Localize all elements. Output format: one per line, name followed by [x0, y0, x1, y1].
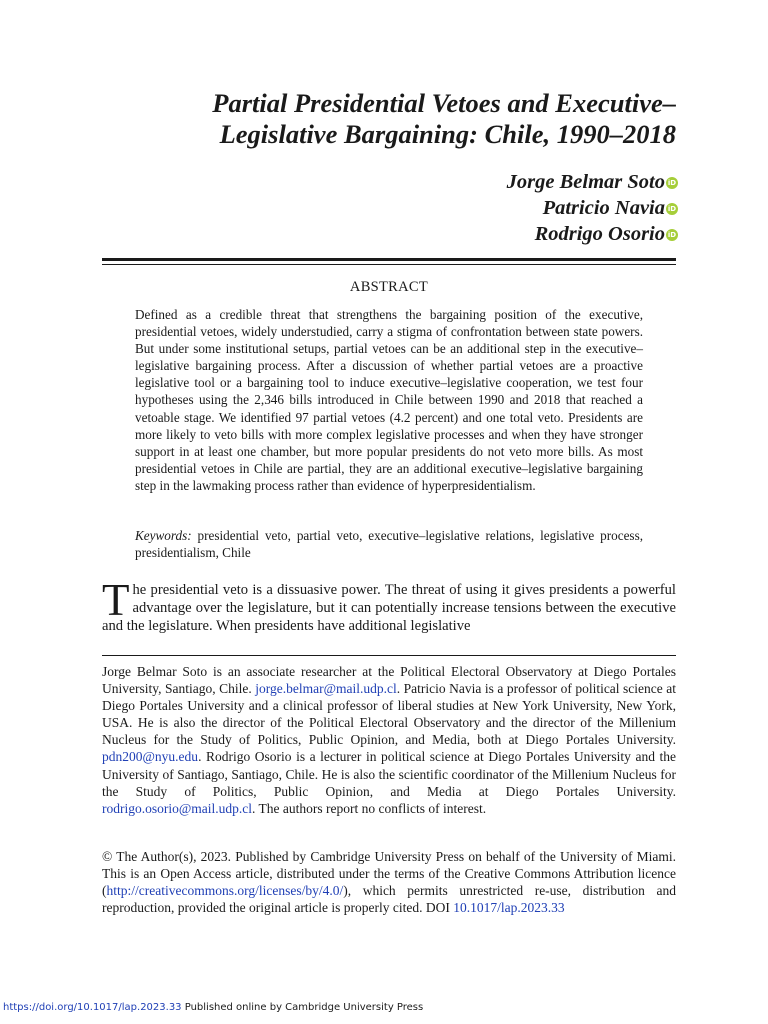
- abstract-heading: ABSTRACT: [349, 279, 429, 295]
- email-link-osorio[interactable]: rodrigo.osorio@mail.udp.cl: [102, 800, 253, 816]
- license-statement: [102, 848, 676, 916]
- title-line-1: Partial Presidential Vetoes and Executive–: [212, 88, 676, 118]
- keywords: [135, 527, 643, 561]
- doi-link[interactable]: 10.1017/lap.2023.33: [453, 900, 565, 916]
- title-divider-thin: [102, 264, 676, 265]
- orcid-icon[interactable]: iD: [667, 179, 677, 187]
- orcid-icon[interactable]: iD: [667, 231, 677, 239]
- footer-doi-link[interactable]: https://doi.org/10.1017/lap.2023.33: [3, 1002, 182, 1013]
- footnote-divider: [102, 655, 676, 656]
- footer-published-text: Published online by Cambridge University Press: [181, 1002, 424, 1013]
- keywords-label: Keywords:: [135, 528, 192, 543]
- title-line-2: Legislative Bargaining: Chile, 1990–2018: [219, 119, 676, 149]
- author-name: Rodrigo Osorio: [534, 223, 665, 245]
- author-name: Patricio Navia: [542, 197, 665, 219]
- title-divider-thick: [102, 258, 676, 261]
- footnote-text-3: . Rodrigo Osorio is a lecturer in political science at Diego Portales University and the University of Santiago, Santiago, Chile. He is also the scientific coordinator of the Millenium Nucleus for the Study of Politics, Public Opinion, and Media at Diego Portales University.: [102, 749, 676, 799]
- author-affiliations-footnote: [102, 663, 676, 817]
- intro-paragraph: [102, 575, 676, 635]
- author-3: [300, 221, 678, 247]
- orcid-icon[interactable]: iD: [667, 205, 677, 213]
- author-2: [300, 195, 678, 221]
- footnote-text-1: Jorge Belmar Soto is an associate researcher at the Political Electoral Observatory at Diego Portales University, Santiago, Chile.: [102, 664, 676, 697]
- author-name: Jorge Belmar Soto: [506, 171, 665, 193]
- drop-cap: T: [102, 575, 130, 625]
- page-footer: [3, 1002, 423, 1013]
- license-url-link[interactable]: http://creativecommons.org/licenses/by/4.0/: [106, 883, 344, 899]
- keywords-text: presidential veto, partial veto, executive–legislative relations, legislative process, presidentialism, Chile: [135, 528, 643, 561]
- license-text-2: ), which permits unrestricted re-use, distribution and reproduction, provided the original article is properly cited. DOI: [102, 883, 676, 916]
- author-list: [300, 169, 678, 247]
- email-link-navia[interactable]: pdn200@nyu.edu: [102, 749, 199, 765]
- article-title: [100, 88, 676, 150]
- email-link-belmar[interactable]: jorge.belmar@mail.udp.cl: [255, 681, 397, 697]
- abstract-body: Defined as a credible threat that strengthens the bargaining position of the executive, presidential vetoes, widely understudied, carry a stigma of confrontation between state powers. But under some institutional setups, partial vetoes can be an additional step in the executive–legislative bargaining process. After a discussion of whether partial vetoes are a proactive legislative tool or a bargaining tool to induce executive–legislative cooperation, we test four hypotheses using the 2,346 bills introduced in Chile between 1990 and 2018 that reached a vetoable stage. We identified 97 partial vetoes (4.2 percent) and one total veto. Presidents are more likely to veto bills with more complex legislative processes and when they have stronger support in at least one chamber, but more popular presidents do not veto more bills. As most presidential vetoes in Chile are partial, they are an additional executive–legislative bargaining step in the lawmaking process rather than evidence of hyperpresidentialism.: [135, 307, 643, 493]
- intro-text: he presidential veto is a dissuasive power. The threat of using it gives presidents a powerful advantage over the legislature, but it can potentially increase tensions between the executive and the legislature. When presidents have additional legislative: [102, 582, 676, 634]
- footnote-text-2: . Patricio Navia is a professor of political science at Diego Portales University and a clinical professor of liberal studies at New York University, New York, USA. He is also the director of the Political Electoral Observatory and the director of the Millenium Nucleus for the Study of Politics, Public Opinion, and Media, both at Diego Portales University.: [102, 681, 677, 748]
- author-1: [300, 169, 678, 195]
- license-text-1: © The Author(s), 2023. Published by Cambridge University Press on behalf of the University of Miami. This is an Open Access article, distributed under the terms of the Creative Commons Attribution licence (: [102, 849, 676, 899]
- footnote-text-4: . The authors report no conflicts of interest.: [252, 800, 487, 816]
